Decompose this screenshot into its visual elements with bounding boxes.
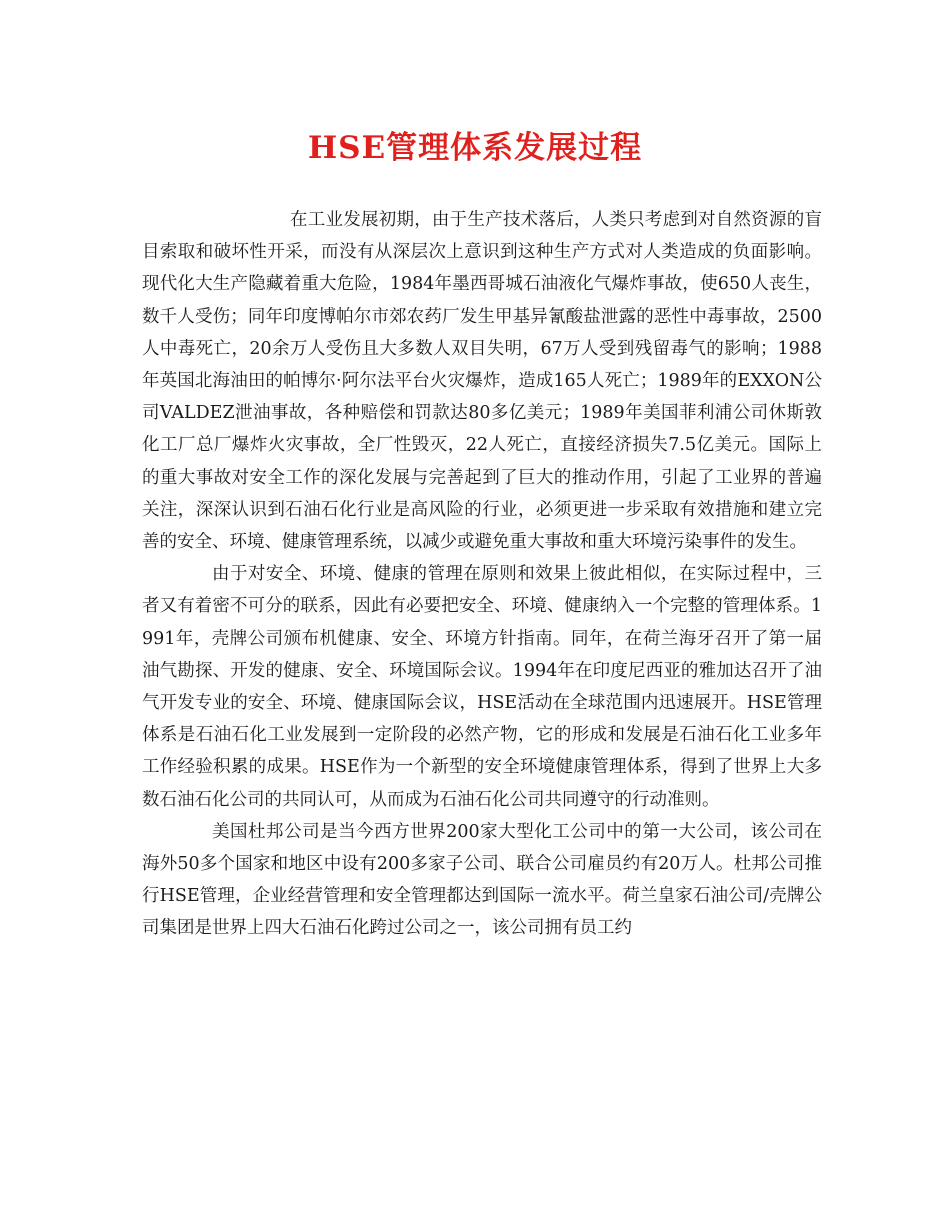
document-body	[142, 204, 822, 945]
paragraph-3: 美国杜邦公司是当今西方世界200家大型化工公司中的第一大公司，该公司在海外50多个国家和地区中设有200多家子公司、联合公司雇员约有20万人。杜邦公司推行HSE管理，企业经营管理和安全管理都达到国际一流水平。荷兰皇家石油公司/壳牌公司集团是世界上四大石油石化跨过公司之一，该公司拥有员工约	[142, 821, 822, 939]
paragraph-1: 在工业发展初期，由于生产技术落后，人类只考虑到对自然资源的盲目索取和破坏性开采，而没有从深层次上意识到这种生产方式对人类造成的负面影响。现代化大生产隐藏着重大危险，1984年墨西哥城石油液化气爆炸事故，使650人丧生，数千人受伤；同年印度博帕尔市郊农药厂发生甲基异氰酸盐泄露的恶性中毒事故，2500人中毒死亡，20余万人受伤且大多数人双目失明，67万人受到残留毒气的影响；1988年英国北海油田的帕博尔·阿尔法平台火灾爆炸，造成165人死亡；1989年的EXXON公司VALDEZ泄油事故，各种赔偿和罚款达80多亿美元；1989年美国菲利浦公司休斯敦化工厂总厂爆炸火灾事故，全厂性毁灭，22人死亡，直接经济损失7.5亿美元。国际上的重大事故对安全工作的深化发展与完善起到了巨大的推动作用，引起了工业界的普遍关注，深深认识到石油石化行业是高风险的行业，必须更进一步采取有效措施和建立完善的安全、环境、健康管理系统，以减少或避免重大事故和重大环境污染事件的发生。	[142, 210, 822, 553]
paragraph-2: 由于对安全、环境、健康的管理在原则和效果上彼此相似，在实际过程中，三者又有着密不可分的联系，因此有必要把安全、环境、健康纳入一个完整的管理体系。1991年，壳牌公司颁布机健康、安全、环境方针指南。同年，在荷兰海牙召开了第一届油气勘探、开发的健康、安全、环境国际会议。1994年在印度尼西亚的雅加达召开了油气开发专业的安全、环境、健康国际会议，HSE活动在全球范围内迅速展开。HSE管理体系是石油石化工业发展到一定阶段的必然产物，它的形成和发展是石油石化工业多年工作经验积累的成果。HSE作为一个新型的安全环境健康管理体系，得到了世界上大多数石油石化公司的共同认可，从而成为石油石化公司共同遵守的行动准则。	[142, 564, 822, 810]
document-title: HSE管理体系发展过程	[307, 130, 643, 166]
